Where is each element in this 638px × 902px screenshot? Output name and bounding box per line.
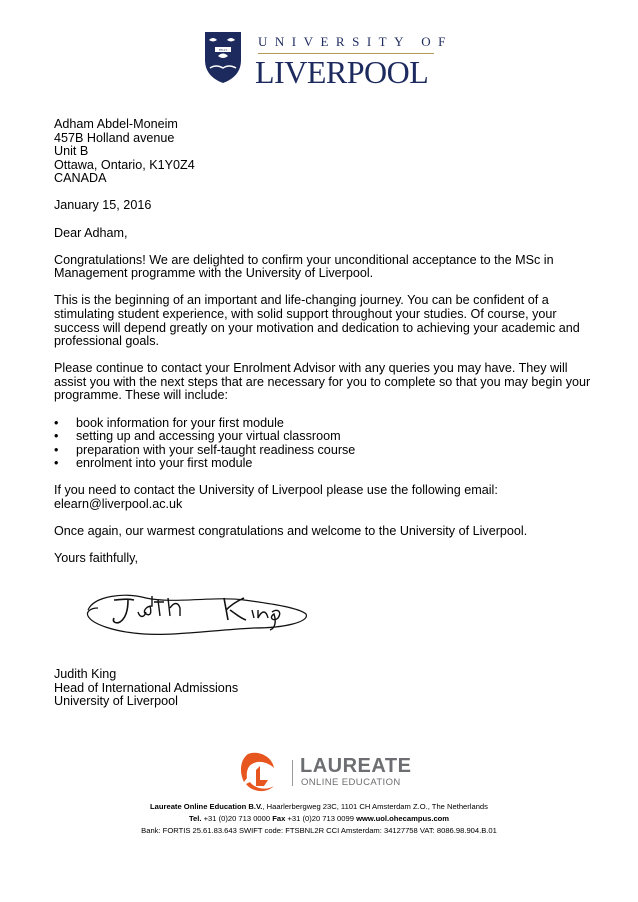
salutation: Dear Adham, xyxy=(54,225,128,240)
address-line: CANADA xyxy=(54,171,107,186)
signature-text: Judith King xyxy=(174,618,179,619)
footer-company-line xyxy=(0,801,638,813)
address-line: Unit B xyxy=(54,144,89,159)
closing: Yours faithfully, xyxy=(54,551,139,566)
list-item: • enrolment into your first module xyxy=(54,456,253,471)
closing-paragraph: Once again, our warmest congratulations and welcome to the University of Liverpool. xyxy=(54,524,528,539)
laureate-name: LAUREATE xyxy=(300,755,412,777)
contact-line: If you need to contact the University of Liverpool please use the following email: xyxy=(54,483,498,498)
steps-list xyxy=(54,417,594,471)
footer-fax: +31 (0)20 713 0099 xyxy=(287,814,354,823)
svg-text:FECIT: FECIT xyxy=(218,48,228,52)
signer-block xyxy=(54,668,238,709)
letter-date: January 15, 2016 xyxy=(54,198,152,213)
recipient-address xyxy=(54,118,594,186)
handwritten-signature xyxy=(84,578,314,648)
laureate-logo xyxy=(238,752,418,798)
university-name-top: UNIVERSITY OF xyxy=(258,34,453,49)
paragraph-next-steps: Please continue to contact your Enrolment Advisor with any queries you may have. They will assist you with the next steps that are necessary for you to complete so that you may begin your programme. These will include: xyxy=(54,361,591,403)
footer-tel: +31 (0)20 713 0000 xyxy=(203,814,271,823)
footer-fax-label: Fax xyxy=(272,814,286,823)
footer-company: Laureate Online Education B.V. xyxy=(150,802,263,811)
footer-contact-line xyxy=(0,813,638,825)
signer-organization: University of Liverpool xyxy=(54,694,178,709)
recipient-name: Adham Abdel-Moneim xyxy=(54,117,178,131)
university-logo xyxy=(203,30,453,90)
footer-bank-line: Bank: FORTIS 25.61.83.643 SWIFT code: FTSBNL2R CCI Amsterdam: 34127758 VAT: 8086.98.904.B.01 xyxy=(141,826,497,835)
university-name-main: LIVERPOOL xyxy=(255,54,429,90)
footer-address: , Haarlerbergweg 23C, 1101 CH Amsterdam Z.O., The Netherlands xyxy=(262,802,488,811)
university-crest-icon xyxy=(203,30,243,84)
contact-email: elearn@liverpool.ac.uk xyxy=(54,496,183,511)
signer-name: Judith King xyxy=(54,667,117,681)
laureate-subtitle: ONLINE EDUCATION xyxy=(301,777,401,788)
list-item: • book information for your first module xyxy=(54,415,284,430)
address-line: 457B Holland avenue xyxy=(54,130,175,145)
footer-website: www.uol.ohecampus.com xyxy=(356,814,450,823)
letter-footer xyxy=(0,801,638,837)
footer-tel-label: Tel. xyxy=(188,814,202,823)
signer-title: Head of International Admissions xyxy=(54,680,239,695)
paragraph-journey: This is the beginning of an important and life-changing journey. You can be confident of a stimulating student experience, with solid support throughout your studies. Of course, your success will depend greatly on your motivation and dedication to achieving your academic and professional goals. xyxy=(54,293,580,349)
laureate-mark-icon xyxy=(238,752,278,794)
address-line: Ottawa, Ontario, K1Y0Z4 xyxy=(54,157,195,172)
letter-body xyxy=(54,118,594,566)
paragraph-congratulations: Congratulations! We are delighted to confirm your unconditional acceptance to the MSc in Management programme with the University of Liverpool. xyxy=(54,252,554,281)
laureate-divider xyxy=(292,760,293,786)
list-item: • setting up and accessing your virtual classroom xyxy=(54,429,341,444)
list-item: • preparation with your self-taught readiness course xyxy=(54,442,356,457)
